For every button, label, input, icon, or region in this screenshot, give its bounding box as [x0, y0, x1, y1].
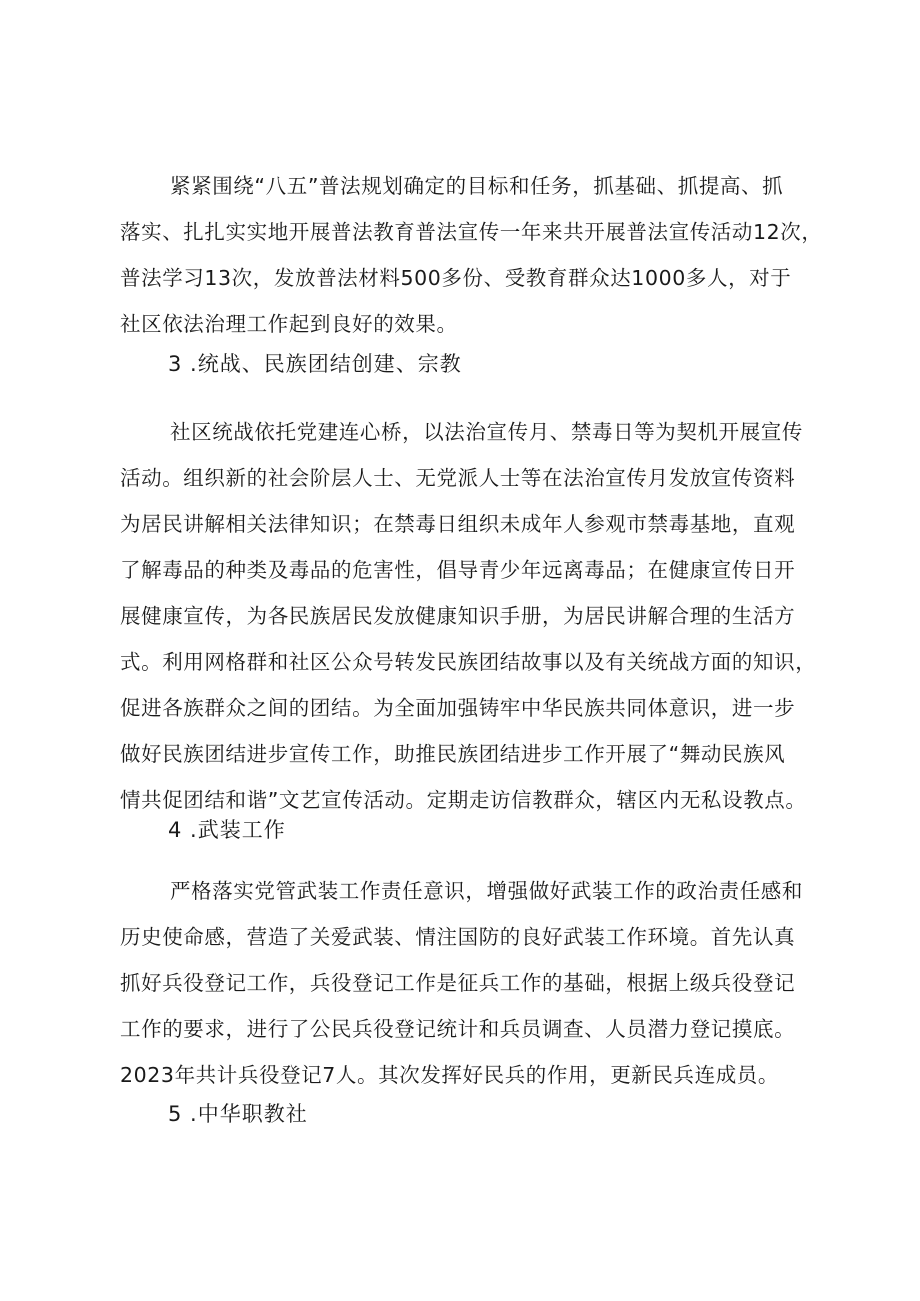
section-heading-vocational-education: 5 .中华职教社 [168, 1102, 308, 1126]
paragraph-line: 社区依法治理工作起到良好的效果。 [120, 312, 458, 336]
paragraph-line: 落实、扎扎实实地开展普法教育普法宣传一年来共开展普法宣传活动12次， [120, 220, 823, 244]
paragraph-line: 做好民族团结进步宣传工作，助推民族团结进步工作开展了“舞动民族风 [120, 742, 786, 766]
paragraph-line: 2023年共计兵役登记7人。其次发挥好民兵的作用，更新民兵连成员。 [120, 1063, 780, 1087]
paragraph-line: 活动。组织新的社会阶层人士、无党派人士等在法治宣传月发放宣传资料 [120, 466, 796, 490]
paragraph-line: 为居民讲解相关法律知识；在禁毒日组织未成年人参观市禁毒基地，直观 [120, 512, 796, 536]
paragraph-line: 历史使命感，营造了关爱武装、情注国防的良好武装工作环境。首先认真 [120, 925, 796, 949]
paragraph-law-education [120, 163, 823, 347]
paragraph-line: 式。利用网格群和社区公众号转发民族团结故事以及有关统战方面的知识， [120, 650, 817, 674]
paragraph-line: 促进各族群众之间的团结。为全面加强铸牢中华民族共同体意识，进一步 [120, 696, 796, 720]
paragraph-line: 严格落实党管武装工作责任意识，增强做好武装工作的政治责任感和 [170, 879, 803, 903]
section-heading-armed-forces: 4 .武装工作 [168, 818, 286, 842]
paragraph-line: 展健康宣传，为各民族居民发放健康知识手册，为居民讲解合理的生活方 [120, 604, 796, 628]
paragraph-line: 抓好兵役登记工作，兵役登记工作是征兵工作的基础，根据上级兵役登记 [120, 971, 796, 995]
paragraph-line: 工作的要求，进行了公民兵役登记统计和兵员调查、人员潜力登记摸底。 [120, 1017, 796, 1041]
paragraph-line: 紧紧围绕“八五”普法规划确定的目标和任务，抓基础、抓提高、抓 [170, 174, 784, 198]
section-heading-united-front: 3 .统战、民族团结创建、宗教 [168, 352, 462, 376]
paragraph-united-front [120, 409, 820, 823]
paragraph-armed-forces [120, 868, 820, 1098]
paragraph-line: 情共促团结和谐”文艺宣传活动。定期走访信教群众，辖区内无私设教点。 [120, 788, 807, 812]
paragraph-line: 普法学习13次，发放普法材料500多份、受教育群众达1000多人，对于 [120, 266, 792, 290]
paragraph-line: 社区统战依托党建连心桥，以法治宣传月、禁毒日等为契机开展宣传 [170, 420, 803, 444]
paragraph-line: 了解毒品的种类及毒品的危害性，倡导青少年远离毒品；在健康宣传日开 [120, 558, 796, 582]
